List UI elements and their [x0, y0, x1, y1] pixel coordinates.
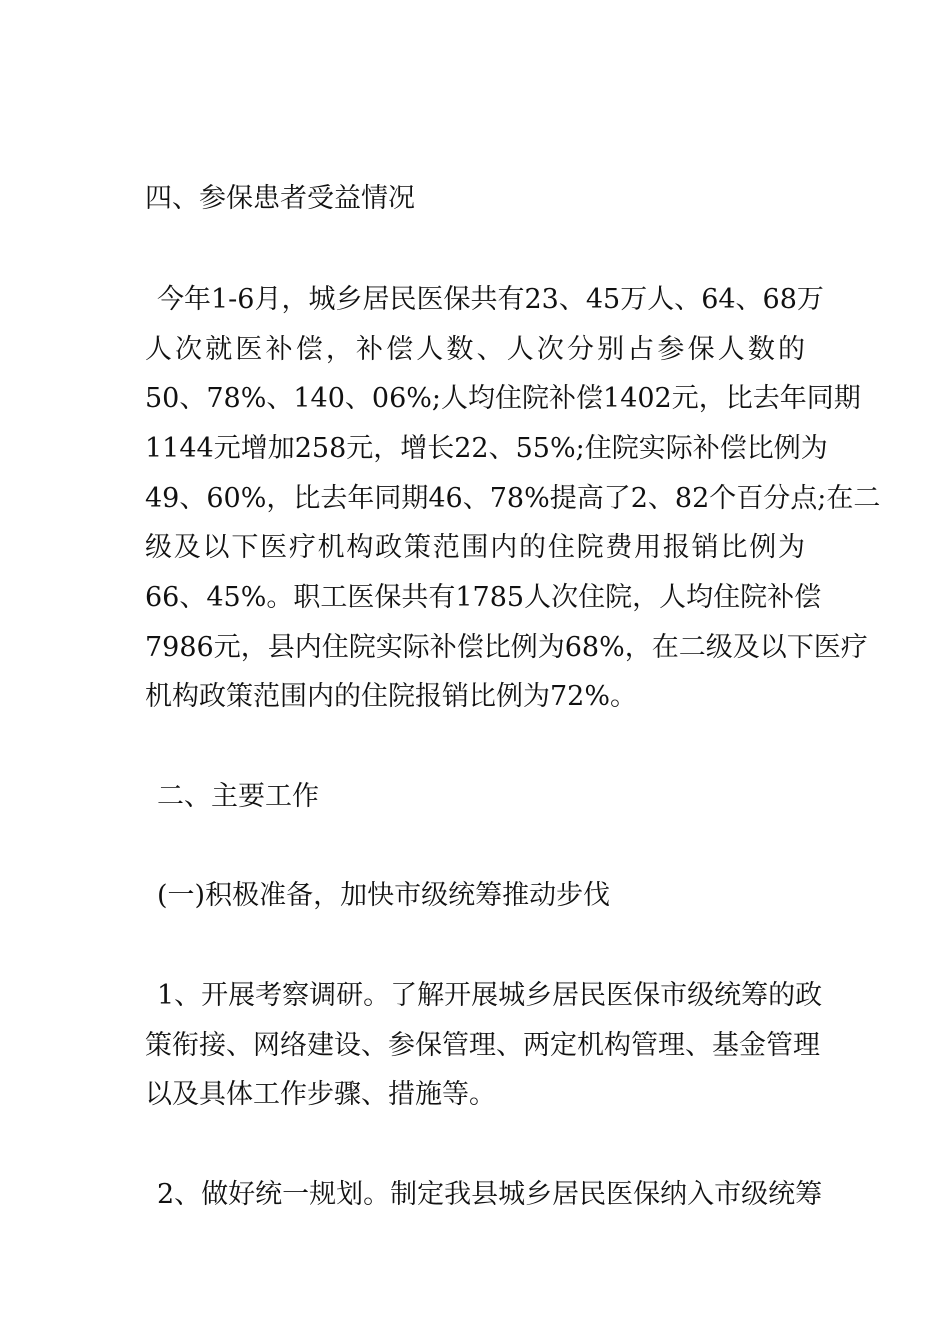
- paragraph-line: 50、78%、140、06%;人均住院补偿1402元，比去年同期: [145, 383, 861, 414]
- paragraph-line: 1144元增加258元，增长22、55%;住院实际补偿比例为: [145, 433, 828, 464]
- paragraph-line: 人次就医补偿，补偿人数、人次分别占参保人数的: [145, 334, 805, 365]
- subsection-heading: (一)积极准备，加快市级统筹推动步伐: [157, 880, 611, 911]
- paragraph-line: 7986元，县内住院实际补偿比例为68%，在二级及以下医疗: [145, 632, 868, 663]
- paragraph-line: 级及以下医疗机构政策范围内的住院费用报销比例为: [145, 532, 805, 563]
- paragraph-line: 2、做好统一规划。制定我县城乡居民医保纳入市级统筹: [157, 1179, 823, 1210]
- paragraph-line: 今年1-6月，城乡居民医保共有23、45万人、64、68万: [157, 284, 824, 315]
- paragraph-line: 机构政策范围内的住院报销比例为72%。: [145, 681, 638, 712]
- section-heading-4: 四、参保患者受益情况: [145, 183, 415, 214]
- paragraph-line: 49、60%，比去年同期46、78%提高了2、82个百分点;在二: [145, 483, 881, 514]
- paragraph-line: 策衔接、网络建设、参保管理、两定机构管理、基金管理: [145, 1030, 820, 1061]
- paragraph-line: 66、45%。职工医保共有1785人次住院，人均住院补偿: [145, 582, 822, 613]
- section-heading-2: 二、主要工作: [157, 781, 319, 812]
- paragraph-line: 1、开展考察调研。了解开展城乡居民医保市级统筹的政: [157, 980, 823, 1011]
- paragraph-line: 以及具体工作步骤、措施等。: [145, 1079, 496, 1110]
